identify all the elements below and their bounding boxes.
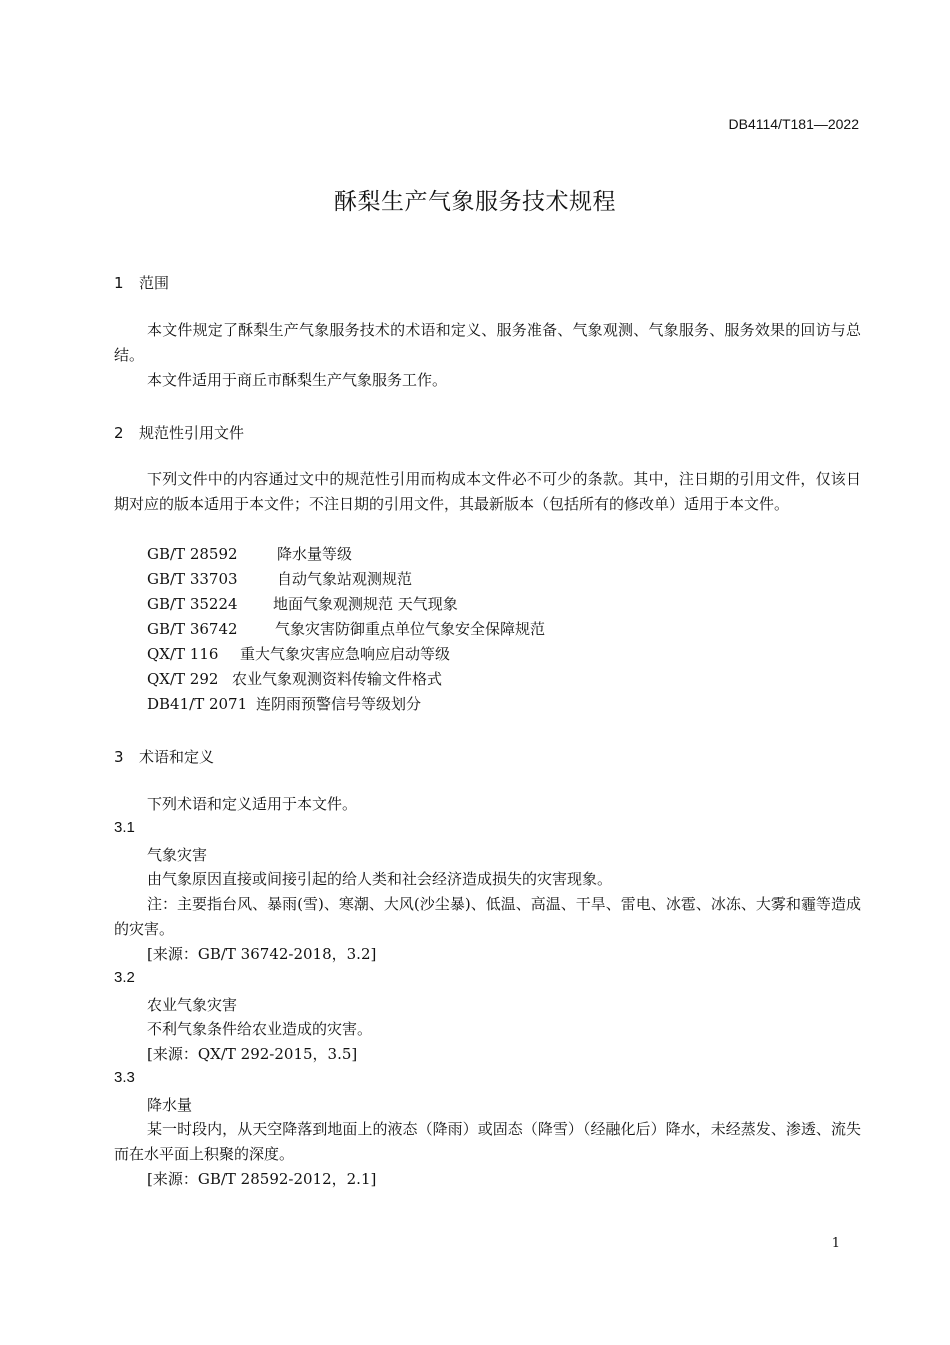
term-title: 气象灾害 [147,846,208,864]
reference-item [147,592,458,617]
reference-item [147,617,545,642]
document-title: 酥梨生产气象服务技术规程 [334,189,616,215]
page-number: 1 [831,1236,840,1251]
term-definition: 由气象原因直接或间接引起的给人类和社会经济造成损失的灾害现象。 [147,870,613,888]
reference-item [147,692,421,717]
reference-code: DB41/T 2071 [147,695,248,713]
section-title: 范围 [139,274,170,292]
clause-number: 3.3 [114,1069,135,1086]
section-number: 1 [114,274,124,292]
scope-paragraph-1: 本文件规定了酥梨生产气象服务技术的术语和定义、服务准备、气象观测、气象服务、服务效果的回访与总结。 [114,321,861,364]
section-heading-terms [114,746,214,767]
reference-name: 气象灾害防御重点单位气象安全保障规范 [275,620,546,638]
terms-intro: 下列术语和定义适用于本文件。 [147,795,358,813]
term-source: [来源：GB/T 36742-2018，3.2] [147,945,377,963]
term-title: 降水量 [147,1096,193,1114]
document-code: DB4114/T181—2022 [728,116,859,132]
reference-code: GB/T 33703 [147,570,238,588]
term-definition: 某一时段内，从天空降落到地面上的液态（降雨）或固态（降雪）（经融化后）降水，未经蒸发、渗透、流失而在水平面上积聚的深度。 [114,1120,861,1163]
section-number: 2 [114,424,124,442]
scope-paragraph-2: 本文件适用于商丘市酥梨生产气象服务工作。 [147,371,448,389]
reference-name: 重大气象灾害应急响应启动等级 [240,645,451,663]
reference-name: 降水量等级 [277,545,353,563]
section-title: 术语和定义 [139,748,215,766]
term-note: 注：主要指台风、暴雨(雪)、寒潮、大风(沙尘暴)、低温、高温、干旱、雷电、冰雹、冰冻、大雾和霾等造成的灾害。 [114,895,861,938]
reference-code: QX/T 116 [147,645,219,663]
reference-item [147,567,412,592]
term-title: 农业气象灾害 [147,996,238,1014]
reference-name: 连阴雨预警信号等级划分 [256,695,422,713]
term-source: [来源：QX/T 292-2015，3.5] [147,1045,358,1063]
section-heading-scope [114,272,169,293]
term-definition: 不利气象条件给农业造成的灾害。 [147,1020,373,1038]
reference-item [147,667,442,692]
refs-intro-paragraph: 下列文件中的内容通过文中的规范性引用而构成本文件必不可少的条款。其中，注日期的引用文件，仅该日期对应的版本适用于本文件；不注日期的引用文件，其最新版本（包括所有的修改单）适用于本文件。 [114,470,861,513]
reference-item [147,542,352,567]
reference-item [147,642,450,667]
clause-number: 3.1 [114,819,135,836]
reference-name: 农业气象观测资料传输文件格式 [232,670,443,688]
reference-name: 自动气象站观测规范 [277,570,413,588]
reference-code: GB/T 36742 [147,620,238,638]
reference-code: GB/T 28592 [147,545,238,563]
clause-number: 3.2 [114,969,135,986]
reference-name: 地面气象观测规范 天气现象 [273,595,458,613]
term-source: [来源：GB/T 28592-2012，2.1] [147,1170,377,1188]
section-title: 规范性引用文件 [139,424,245,442]
reference-code: GB/T 35224 [147,595,238,613]
section-heading-refs [114,422,244,443]
reference-code: QX/T 292 [147,670,219,688]
section-number: 3 [114,748,124,766]
